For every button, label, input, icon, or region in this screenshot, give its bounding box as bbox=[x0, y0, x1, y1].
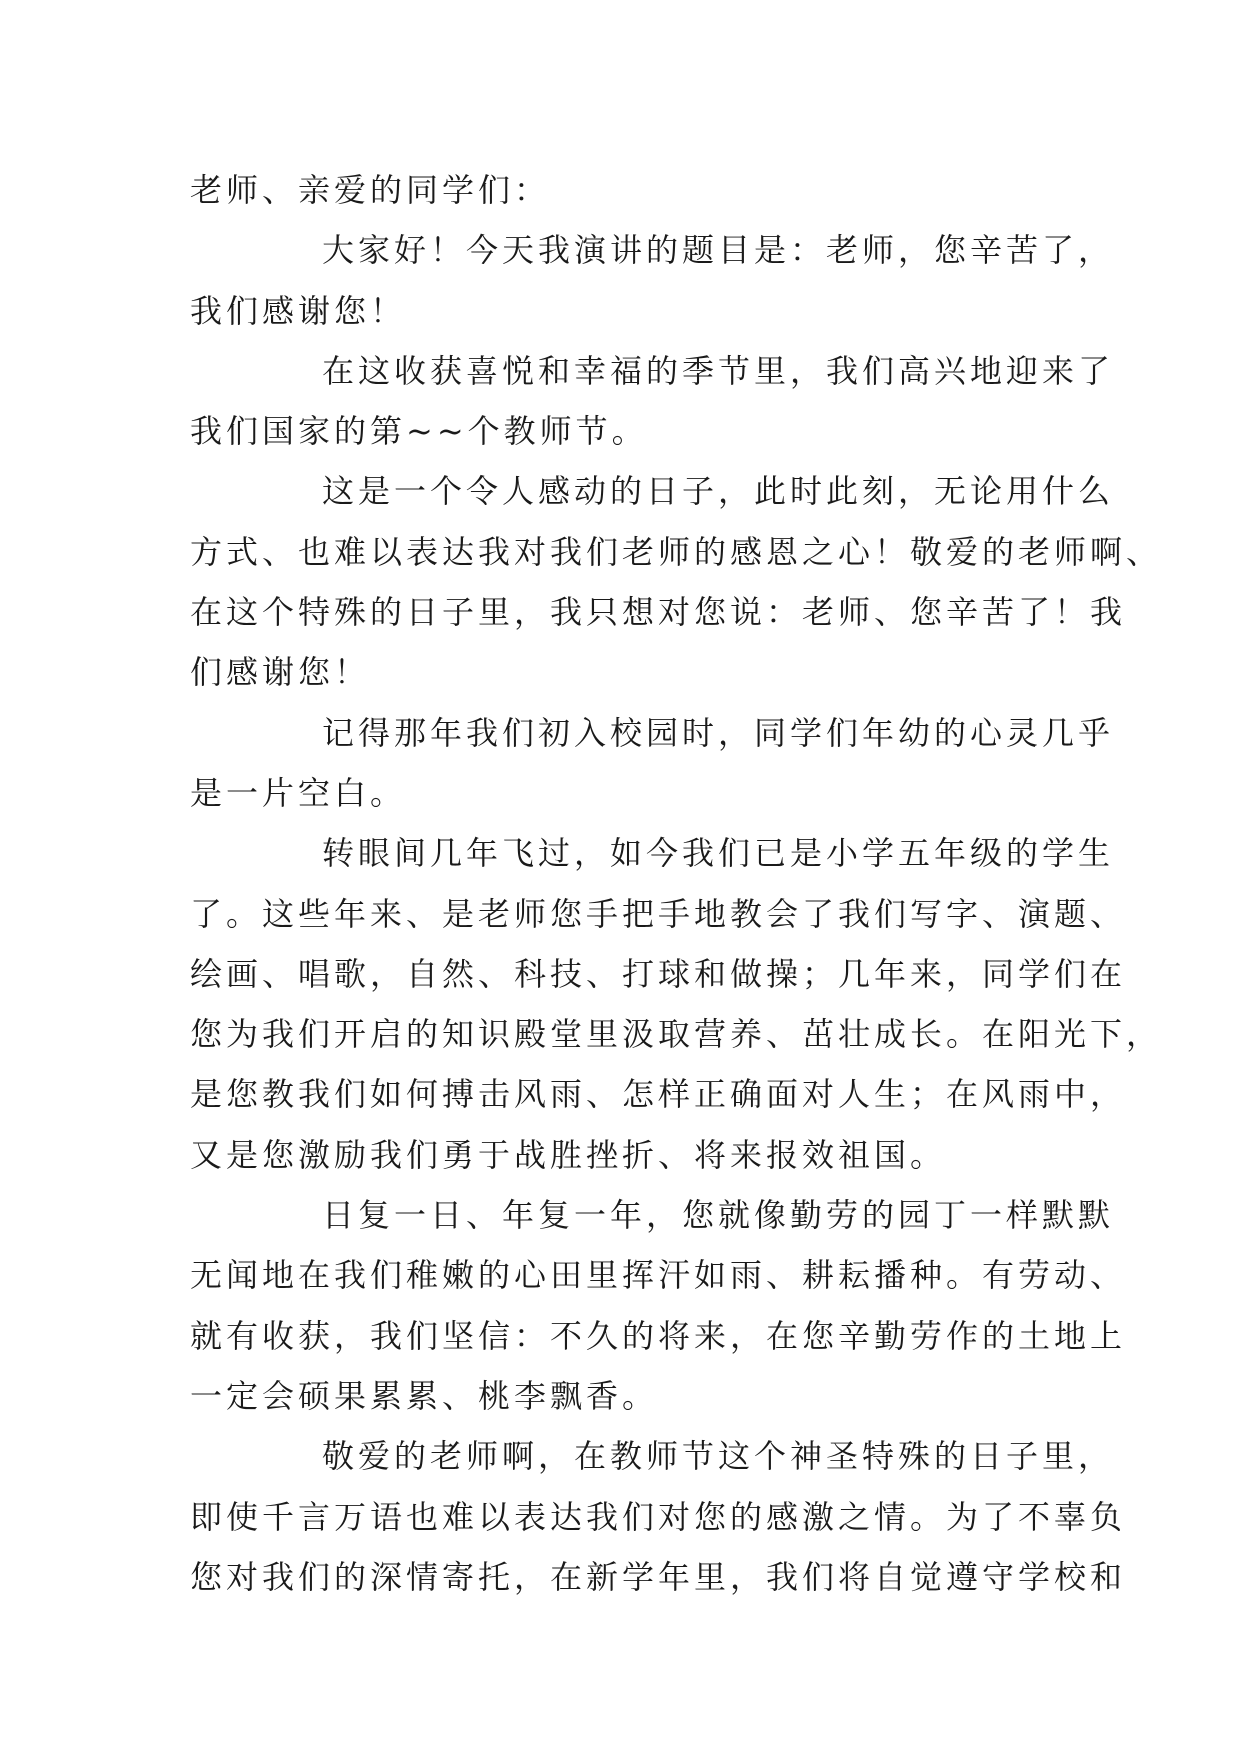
text-line: 们感谢您！ bbox=[190, 653, 371, 692]
text-line: 了。这些年来、是老师您手把手地教会了我们写字、演题、 bbox=[190, 894, 1127, 933]
text-line: 我们感谢您！ bbox=[190, 291, 407, 330]
text-line: 敬爱的老师啊，在教师节这个神圣特殊的日子里， bbox=[322, 1437, 1115, 1476]
text-line: 方式、也难以表达我对我们老师的感恩之心！敬爱的老师啊、 bbox=[190, 532, 1163, 571]
text-line: 在这个特殊的日子里，我只想对您说：老师、您辛苦了！我 bbox=[190, 593, 1127, 632]
text-line: 是一片空白。 bbox=[190, 773, 407, 812]
text-line: 您对我们的深情寄托，在新学年里，我们将自觉遵守学校和 bbox=[190, 1557, 1127, 1596]
text-line: 大家好！今天我演讲的题目是：老师，您辛苦了， bbox=[322, 231, 1115, 270]
text-line: 无闻地在我们稚嫩的心田里挥汗如雨、耕耘播种。有劳动、 bbox=[190, 1256, 1127, 1295]
text-line: 就有收获，我们坚信：不久的将来，在您辛勤劳作的土地上 bbox=[190, 1316, 1127, 1355]
text-line: 日复一日、年复一年，您就像勤劳的园丁一样默默 bbox=[322, 1196, 1115, 1235]
text-line: 您为我们开启的知识殿堂里汲取营养、茁壮成长。在阳光下， bbox=[190, 1015, 1163, 1054]
text-line: 记得那年我们初入校园时，同学们年幼的心灵几乎 bbox=[322, 713, 1115, 752]
text-line: 绘画、唱歌，自然、科技、打球和做操；几年来，同学们在 bbox=[190, 954, 1127, 993]
speech-text bbox=[190, 160, 1163, 1607]
text-line: 转眼间几年飞过，如今我们已是小学五年级的学生 bbox=[322, 834, 1115, 873]
text-line: 老师、亲爱的同学们： bbox=[190, 171, 551, 209]
text-line: 我们国家的第~~个教师节。 bbox=[190, 412, 648, 451]
text-line: 是您教我们如何搏击风雨、怎样正确面对人生；在风雨中， bbox=[190, 1075, 1127, 1114]
text-line: 一定会硕果累累、桃李飘香。 bbox=[190, 1376, 659, 1415]
text-line: 即使千言万语也难以表达我们对您的感激之情。为了不辜负 bbox=[190, 1497, 1127, 1536]
text-line: 这是一个令人感动的日子，此时此刻，无论用什么 bbox=[322, 472, 1115, 511]
text-line: 又是您激励我们勇于战胜挫折、将来报效祖国。 bbox=[190, 1135, 947, 1174]
text-line: 在这收获喜悦和幸福的季节里，我们高兴地迎来了 bbox=[322, 351, 1115, 390]
